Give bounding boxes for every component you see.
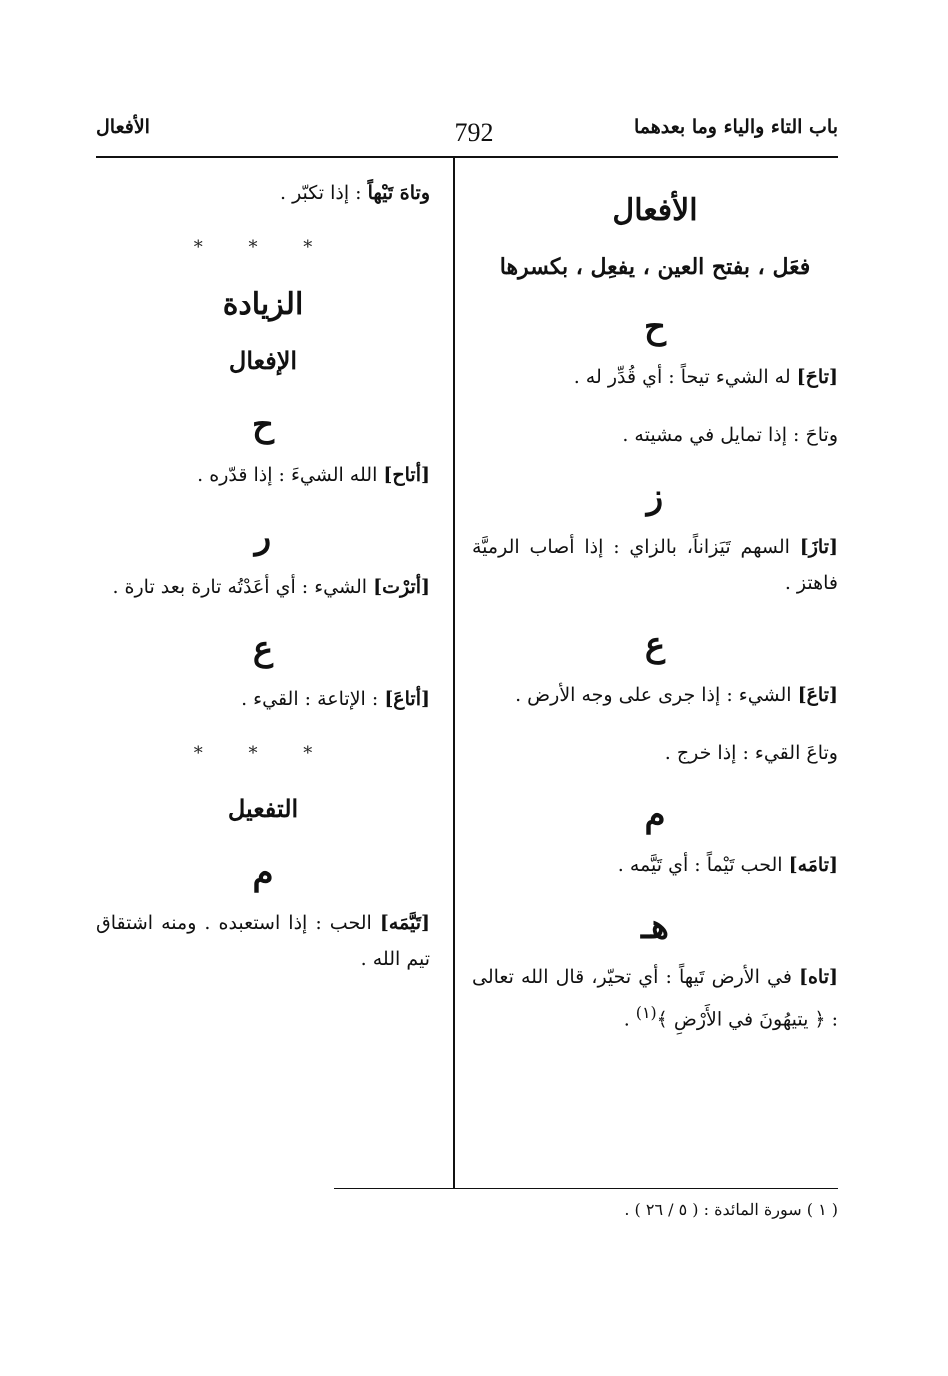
column-divider (453, 158, 455, 1188)
letter-heading-ha: ح (252, 405, 274, 445)
section-title: الأفعال (612, 193, 698, 228)
entry-taha (472, 359, 838, 395)
entry-ataa (96, 681, 430, 717)
entry-taha-2: وتاحَ : إذا تمايل في مشيته . (622, 424, 838, 446)
subsection-ifaal: الإفعال (228, 346, 298, 375)
entry-tah-2 (96, 175, 430, 211)
subsection-tafeel: التفعيل (227, 794, 299, 823)
entry-keyword: [أترْت] (373, 576, 430, 598)
entry-keyword: [تاحَ] (796, 366, 838, 388)
entry-ataha (96, 457, 430, 493)
letter-heading-ra: ر (254, 517, 272, 557)
letter-heading-mim: م (644, 795, 666, 835)
running-header-section: الأفعال (96, 116, 150, 138)
letter-heading-ha2: هـ (641, 907, 669, 947)
right-column (472, 175, 838, 1059)
entry-definition: في الأرض تَيهاً : أي تحيّر، قال الله تعالى : ﴿ يتيهُونَ في الأَرْضِ ﴾ (472, 966, 838, 1031)
entry-definition: الشيء : أي أعَدْتُه تارة بعد تارة . (112, 576, 374, 598)
page-number: 792 (454, 118, 494, 147)
entry-keyword: [أتاعَ] (384, 688, 430, 710)
letter-heading-ha: ح (644, 307, 666, 347)
running-header-chapter: باب التاء والياء وما بعدهما (633, 116, 838, 138)
entry-definition: الشيء : إذا جرى على وجه الأرض . (515, 684, 798, 706)
letter-heading-ain: ع (644, 625, 666, 665)
footnote: ( ١ ) سورة المائدة : ( ٥ / ٢٦ ) . (624, 1200, 838, 1219)
entry-definition: السهم تَيَزاناً، بالزاي : إذا أصاب الرميَّة فاهتز . (472, 536, 838, 594)
entry-tayyamah (96, 905, 430, 977)
entry-keyword: [تازَ] (799, 536, 838, 558)
entry-taa (472, 677, 838, 713)
entry-keyword: [تاه] (798, 966, 838, 988)
header-rule (96, 156, 838, 158)
entry-definition: : الإتاعة : القيء . (241, 688, 385, 710)
entry-atart (96, 569, 430, 605)
entry-taza (472, 529, 838, 601)
footnote-ref: (١) (635, 1003, 657, 1022)
entry-definition: : إذا تكبّر . (279, 182, 368, 204)
entry-keyword: [أتاح] (383, 464, 430, 486)
section-subtitle: فعَل ، بفتح العين ، يفعِل ، بكسرها (499, 254, 811, 280)
letter-heading-zay: ز (646, 477, 664, 517)
letter-heading-mim: م (252, 853, 274, 893)
entry-definition: الحب تَيْماً : أي تَيَّمه . (617, 854, 789, 876)
entry-tah (472, 959, 838, 1037)
entry-tamah (472, 847, 838, 883)
entry-taa-2: وتاعَ القيء : إذا خرج . (664, 742, 838, 764)
entry-keyword: وتاهَ تَيْهاً (367, 182, 430, 204)
footnote-rule (334, 1188, 838, 1189)
entry-keyword: [تاعَ] (797, 684, 838, 706)
left-column (96, 175, 430, 999)
entry-definition: الله الشيءَ : إذا قدّره . (197, 464, 384, 486)
section-title-ziyada: الزيادة (222, 287, 304, 322)
section-separator: * * * (193, 743, 333, 764)
entry-keyword: [تَيَّمَه] (379, 912, 430, 934)
entry-end: . (623, 1008, 636, 1031)
letter-heading-ain: ع (252, 629, 274, 669)
section-separator: * * * (193, 237, 333, 258)
entry-keyword: [تامَه] (788, 854, 838, 876)
entry-definition: له الشيء تيحاً : أي قُدِّر له . (573, 366, 797, 388)
entry-definition: الحب : إذا استعبده . ومنه اشتقاق تيم الله . (96, 912, 430, 970)
